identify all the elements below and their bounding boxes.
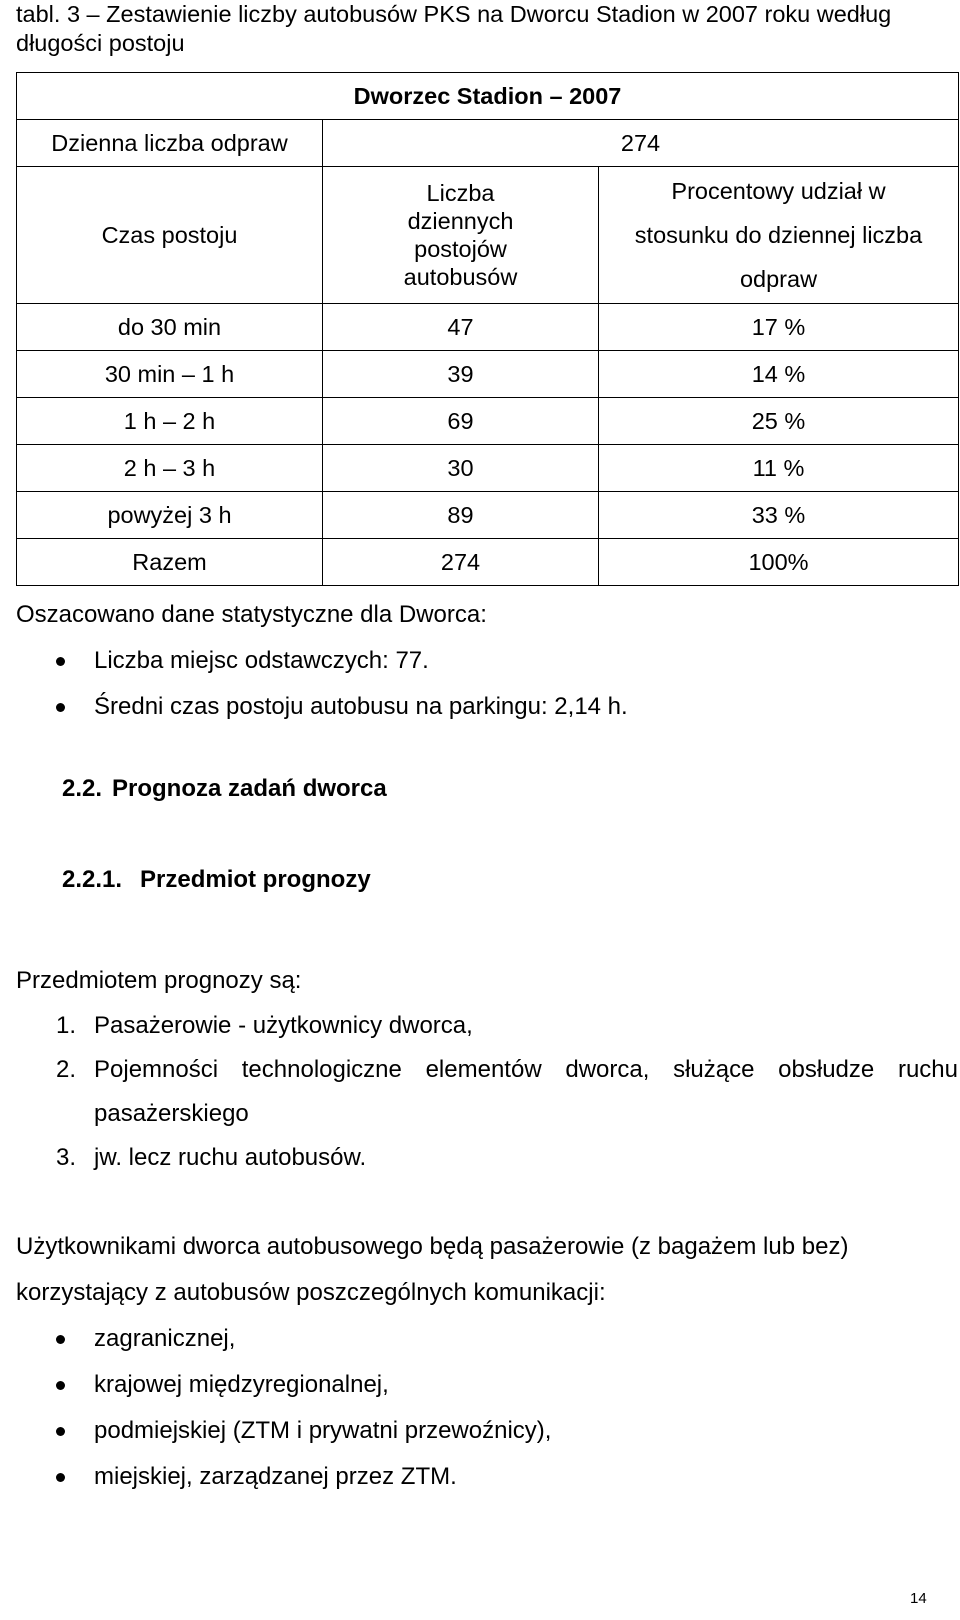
list-number: 3. — [56, 1144, 77, 1171]
users-list — [16, 1316, 551, 1500]
estimated-data-block — [16, 592, 628, 730]
row-percent: 25 % — [599, 398, 959, 445]
list-item — [16, 1408, 551, 1454]
row-time: do 30 min — [17, 304, 323, 351]
table-row — [17, 304, 959, 351]
row-time: 1 h – 2 h — [17, 398, 323, 445]
table-row — [17, 445, 959, 492]
bullet-icon — [56, 1427, 65, 1436]
list-item — [16, 1048, 958, 1136]
row-time: 2 h – 3 h — [17, 445, 323, 492]
table-total-row — [17, 539, 959, 586]
list-item-text: krajowej międzyregionalnej, — [94, 1371, 389, 1398]
bullet-icon — [56, 1381, 65, 1390]
row-count: 69 — [323, 398, 599, 445]
list-item-text: Pasażerowie - użytkownicy dworca, — [94, 1012, 473, 1039]
users-list-block — [16, 1316, 551, 1500]
list-item-text: miejskiej, zarządzanej przez ZTM. — [94, 1463, 457, 1490]
section-heading-2-2 — [62, 775, 387, 803]
row-count: 30 — [323, 445, 599, 492]
estimated-list — [16, 638, 628, 730]
row-time: Razem — [17, 539, 323, 586]
col-header-count: Liczba dziennych postojów autobusów — [323, 167, 599, 304]
subjects-intro: Przedmiotem prognozy są: — [16, 967, 302, 994]
row-percent: 100% — [599, 539, 959, 586]
users-paragraph: Użytkownikami dworca autobusowego będą pasażerowie (z bagażem lub bez) korzystający z autobusów poszczególnych komunikacji: — [16, 1233, 849, 1306]
section-heading-2-2-1 — [62, 866, 371, 894]
list-item — [16, 638, 628, 684]
list-item — [16, 1004, 958, 1048]
table-row — [17, 492, 959, 539]
list-number: 2. — [56, 1056, 77, 1083]
subjects-list — [16, 1004, 958, 1180]
row-count: 274 — [323, 539, 599, 586]
bullet-icon — [56, 703, 65, 712]
list-item-text: Liczba miejsc odstawczych: 77. — [94, 647, 429, 674]
table-row — [17, 351, 959, 398]
list-item — [16, 1454, 551, 1500]
list-item — [16, 1362, 551, 1408]
bullet-icon — [56, 1473, 65, 1482]
section-number: 2.2. — [62, 775, 103, 802]
row-count: 47 — [323, 304, 599, 351]
list-item — [16, 1316, 551, 1362]
list-item-text: Pojemności technologiczne elementów dworca, służące obsłudze ruchu pasażerskiego — [94, 1056, 958, 1127]
list-item — [16, 684, 628, 730]
row-count: 39 — [323, 351, 599, 398]
col-header-percent: Procentowy udział w stosunku do dziennej liczba odpraw — [599, 167, 959, 304]
station-stats-table — [16, 72, 959, 586]
row-percent: 17 % — [599, 304, 959, 351]
col-header-time: Czas postoju — [17, 167, 323, 304]
section-number: 2.2.1. — [62, 866, 123, 893]
table-caption: tabl. 3 – Zestawienie liczby autobusów PKS na Dworcu Stadion w 2007 roku według długości postoju — [16, 1, 892, 56]
row-percent: 14 % — [599, 351, 959, 398]
row-time: powyżej 3 h — [17, 492, 323, 539]
list-item-text: jw. lecz ruchu autobusów. — [94, 1144, 367, 1171]
list-item-text: zagranicznej, — [94, 1325, 236, 1352]
list-number: 1. — [56, 1012, 77, 1039]
daily-value: 274 — [323, 120, 959, 167]
row-percent: 33 % — [599, 492, 959, 539]
section-title: Prognoza zadań dworca — [112, 775, 387, 802]
estimated-intro: Oszacowano dane statystyczne dla Dworca: — [16, 601, 487, 628]
table-row — [17, 398, 959, 445]
row-time: 30 min – 1 h — [17, 351, 323, 398]
page-number: 14 — [910, 1590, 927, 1607]
row-percent: 11 % — [599, 445, 959, 492]
bullet-icon — [56, 657, 65, 666]
table-title: Dworzec Stadion – 2007 — [17, 73, 959, 120]
row-count: 89 — [323, 492, 599, 539]
section-title: Przedmiot prognozy — [140, 866, 371, 893]
daily-label: Dzienna liczba odpraw — [17, 120, 323, 167]
list-item-text: podmiejskiej (ZTM i prywatni przewoźnicy), — [94, 1417, 552, 1444]
list-item — [16, 1136, 958, 1180]
bullet-icon — [56, 1335, 65, 1344]
list-item-text: Średni czas postoju autobusu na parkingu: 2,14 h. — [94, 693, 628, 720]
